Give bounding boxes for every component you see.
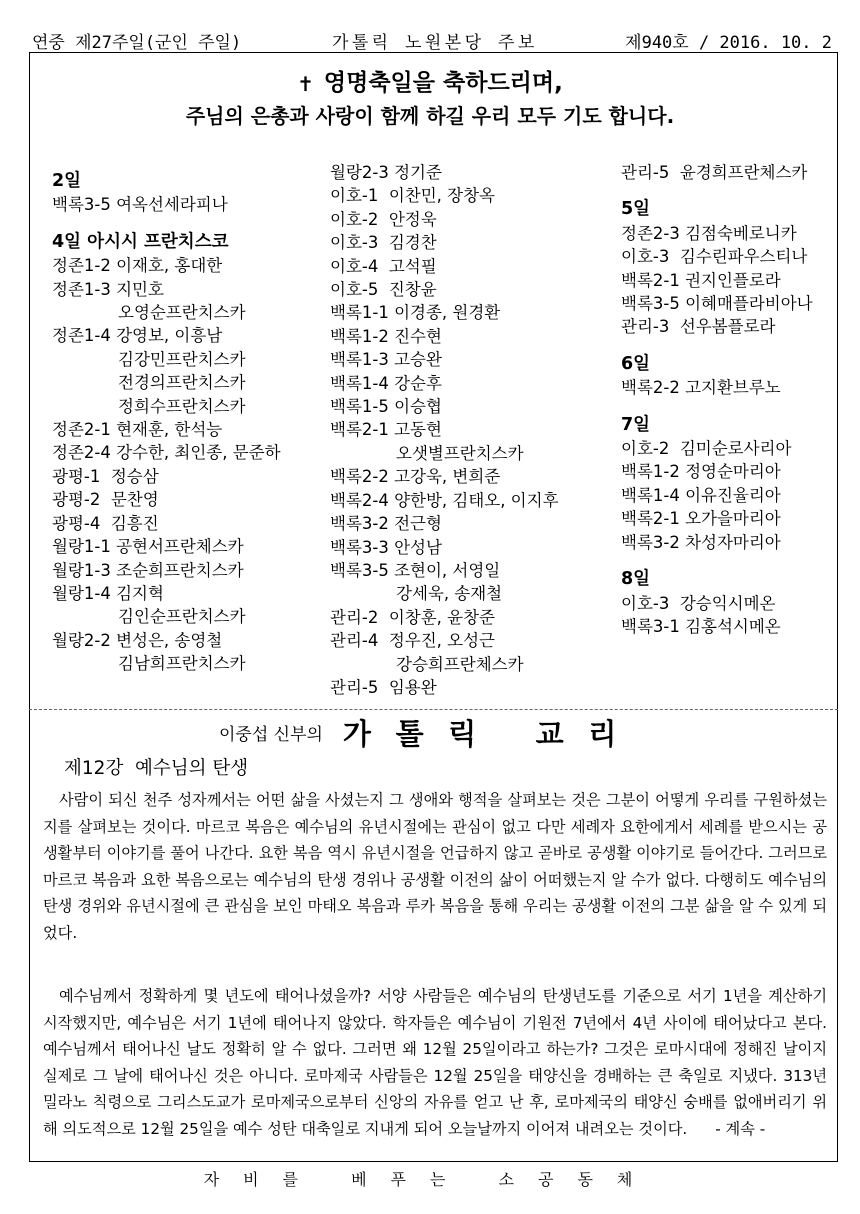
feast-entry: 정존1-4 강영보, 이흥남 <box>52 326 223 346</box>
feast-entry: 정존2-4 강수한, 최인종, 문준하 <box>52 443 281 463</box>
feast-entry: 정존2-3 김점숙베로니카 <box>621 223 797 243</box>
catechism-author: 이중섭 신부의 <box>218 725 323 745</box>
feast-entry: 백록1-1 이경종, 원경환 <box>330 303 501 323</box>
feast-entry: 월랑1-4 김지혁 <box>52 583 164 603</box>
feast-entry: 정존1-2 이재호, 홍대한 <box>52 256 223 276</box>
feast-entry: 오샛별프란치스카 <box>396 443 524 463</box>
feast-entry: 백록2-1 권지인플로라 <box>621 270 781 290</box>
feast-entry: 백록2-4 양한방, 김태오, 이지후 <box>330 490 559 510</box>
feast-entry: 백록1-2 정영순마리아 <box>621 462 781 482</box>
feast-entry: 이호-3 김경찬 <box>330 233 437 253</box>
feast-entry: 백록2-2 고강욱, 변희준 <box>330 467 501 487</box>
feast-entry: 백록1-4 이유진율리아 <box>621 485 781 505</box>
feast-entry: 정존2-1 현재훈, 한석능 <box>52 420 223 440</box>
feast-entry: 백록1-2 진수현 <box>330 326 442 346</box>
feast-entry: 월랑1-3 조순희프란치스카 <box>52 560 244 580</box>
feast-entry: 이호-2 김미순로사리아 <box>621 439 792 459</box>
feast-entry: 이호-3 김수린파우스티나 <box>621 247 808 267</box>
feast-entry: 오영순프란치스카 <box>118 303 246 323</box>
bulletin-title: 가톨릭 노원본당 주보 <box>332 33 538 53</box>
feast-entry: 관리-4 정우진, 오성근 <box>330 631 495 651</box>
bulletin-header <box>32 28 832 53</box>
feast-entry: 월랑2-2 변성은, 송영철 <box>52 630 223 650</box>
feast-entry: 백록3-5 조현이, 서영일 <box>330 560 501 580</box>
catechism-paragraph-2 <box>43 983 827 1142</box>
catechism-paragraph-1: 사람이 되신 천주 성자께서는 어떤 삶을 사셨는지 그 생애와 행적을 살펴보는 것은 그분이 어떻게 우리를 구원하셨는지를 살펴보는 것이다. 마르코 복음은 예수님의 유년시절에는 관심이 없고 다만 세례자 요한에게서 세례를 받으시는 공생활부터 이야기를 풀어 나간다. 요한 복음 역시 유년시절을 언급하지 않고 곧바로 공생활 이야기로 들어간다. 그러므로 마르코 복음과 요한 복음으로는 예수님의 탄생 경위나 공생활 이전의 삶이 어떠했는지 알 수가 없다. 다행히도 예수님의 탄생 경위와 유년시절에 큰 관심을 보인 마태오 복음과 루카 복음을 통해 우리는 공생활 이전의 그분 삶을 알 수 있게 되었다. <box>43 791 827 942</box>
feast-day-heading: 4일 아시시 프란치스코 <box>52 231 229 252</box>
catechism-heading <box>0 712 860 751</box>
feast-entry: 강승희프란체스카 <box>396 654 524 674</box>
lesson-title: 제12강 예수님의 탄생 <box>64 758 249 779</box>
feast-day-heading: 5일 <box>621 199 651 220</box>
feast-entry: 백록3-2 전근형 <box>330 514 442 534</box>
feast-entry: 이호-1 이찬민, 장창옥 <box>330 186 495 206</box>
feast-day-heading: 7일 <box>621 414 651 435</box>
feast-entry: 관리-3 선우봄플로라 <box>621 317 776 337</box>
catechism-title: 가톨릭 교리 <box>342 717 641 751</box>
feast-entry: 김인순프란치스카 <box>118 607 246 627</box>
feast-entry: 백록2-1 고동현 <box>330 420 442 440</box>
feast-entry: 월랑2-3 정기준 <box>330 163 442 182</box>
feast-entry: 백록1-4 강순후 <box>330 373 442 393</box>
feast-entry: 광평-1 정승삼 <box>52 466 159 486</box>
feast-entry: 김남희프란치스카 <box>118 654 246 674</box>
feast-entry: 백록3-5 이혜매플라비아나 <box>621 294 813 314</box>
greeting-line1: 영명축일을 축하드리며, <box>323 70 563 96</box>
feast-day-heading: 8일 <box>621 569 651 590</box>
feast-entry: 관리-5 임용완 <box>330 677 437 697</box>
spacer <box>621 184 813 198</box>
feast-entry: 김강민프란치스카 <box>118 349 246 369</box>
feast-entry: 백록2-2 고지환브루노 <box>621 378 781 398</box>
feast-entry: 광평-4 김흥진 <box>52 513 159 533</box>
feast-entry: 정희수프란치스카 <box>118 396 246 416</box>
spacer <box>621 554 813 568</box>
greeting-subtitle: 주님의 은총과 사랑이 함께 하길 우리 모두 기도 합니다. <box>185 104 675 128</box>
section-divider <box>29 709 838 710</box>
greeting-title <box>0 64 860 97</box>
cross-icon: ✝ <box>297 71 314 96</box>
feast-entry: 월랑1-1 공현서프란체스카 <box>52 537 244 557</box>
feast-entry: 이호-5 진창윤 <box>330 280 437 300</box>
feast-entry: 정존1-3 지민호 <box>52 279 164 299</box>
feast-entry: 백록3-1 김홍석시메온 <box>621 616 781 636</box>
feast-column-1 <box>52 170 281 676</box>
feast-entry: 강세욱, 송재철 <box>396 584 503 604</box>
feast-entry: 이호-2 안정욱 <box>330 209 437 229</box>
feast-entry: 백록3-2 차성자마리아 <box>621 532 781 552</box>
liturgical-day: 연중 제27주일(군인 주일) <box>32 33 242 53</box>
feast-entry: 백록3-3 안성남 <box>330 537 442 557</box>
footer-slogan: 자비를 베푸는 소공동체 <box>203 1170 657 1189</box>
feast-entry: 백록1-5 이승협 <box>330 397 442 417</box>
feast-entry: 관리-5 윤경희프란체스카 <box>621 163 808 182</box>
feast-entry: 이호-4 고석필 <box>330 256 437 276</box>
continued-note: - 계속 - <box>715 1119 766 1138</box>
feast-entry: 전경의프란치스카 <box>118 373 246 393</box>
spacer <box>621 339 813 353</box>
feast-entry: 백록3-5 여옥선세라피나 <box>52 195 228 215</box>
feast-column-3 <box>621 161 813 638</box>
spacer <box>621 400 813 414</box>
feast-entry: 관리-2 이창훈, 윤창준 <box>330 607 495 627</box>
feast-entry: 백록1-3 고승완 <box>330 350 442 370</box>
feast-entry: 백록2-1 오가을마리아 <box>621 509 781 529</box>
feast-day-heading: 2일 <box>52 171 82 191</box>
paragraph-2-text: 예수님께서 정확하게 몇 년도에 태어나셨을까? 서양 사람들은 예수님의 탄생년도를 기준으로 서기 1년을 계산하기 시작했지만, 예수님은 서기 1년에 태어나지 않았다. 학자들은 예수님이 기원전 7년에서 4년 사이에 태어났다고 본다. 예수님께서 태어나신 날도 정확히 알 수 없다. 그러면 왜 12월 25일이라고 하는가? 그것은 로마시대에 정해진 날이지 실제로 그 날에 태어나신 것은 아니다. 로마제국 사람들은 12월 25일을 태양신을 경배하는 큰 축일로 지냈다. 313년 밀라노 칙령으로 그리스도교가 로마제국으로부터 신앙의 자유를 얻고 난 후, 로마제국의 태양신 숭배를 없애버리기 위해 의도적으로 12월 25일을 예수 성탄 대축일로 지내게 되어 오늘날까지 이어져 내려오는 것이다. <box>43 987 827 1138</box>
spacer <box>52 217 281 231</box>
feast-entry: 이호-3 강승익시메온 <box>621 593 776 613</box>
issue-number-date: 제940호 / 2016. 10. 2 <box>625 33 832 53</box>
feast-column-2 <box>330 161 559 699</box>
feast-entry: 광평-2 문찬영 <box>52 490 159 510</box>
feast-day-heading: 6일 <box>621 353 651 374</box>
